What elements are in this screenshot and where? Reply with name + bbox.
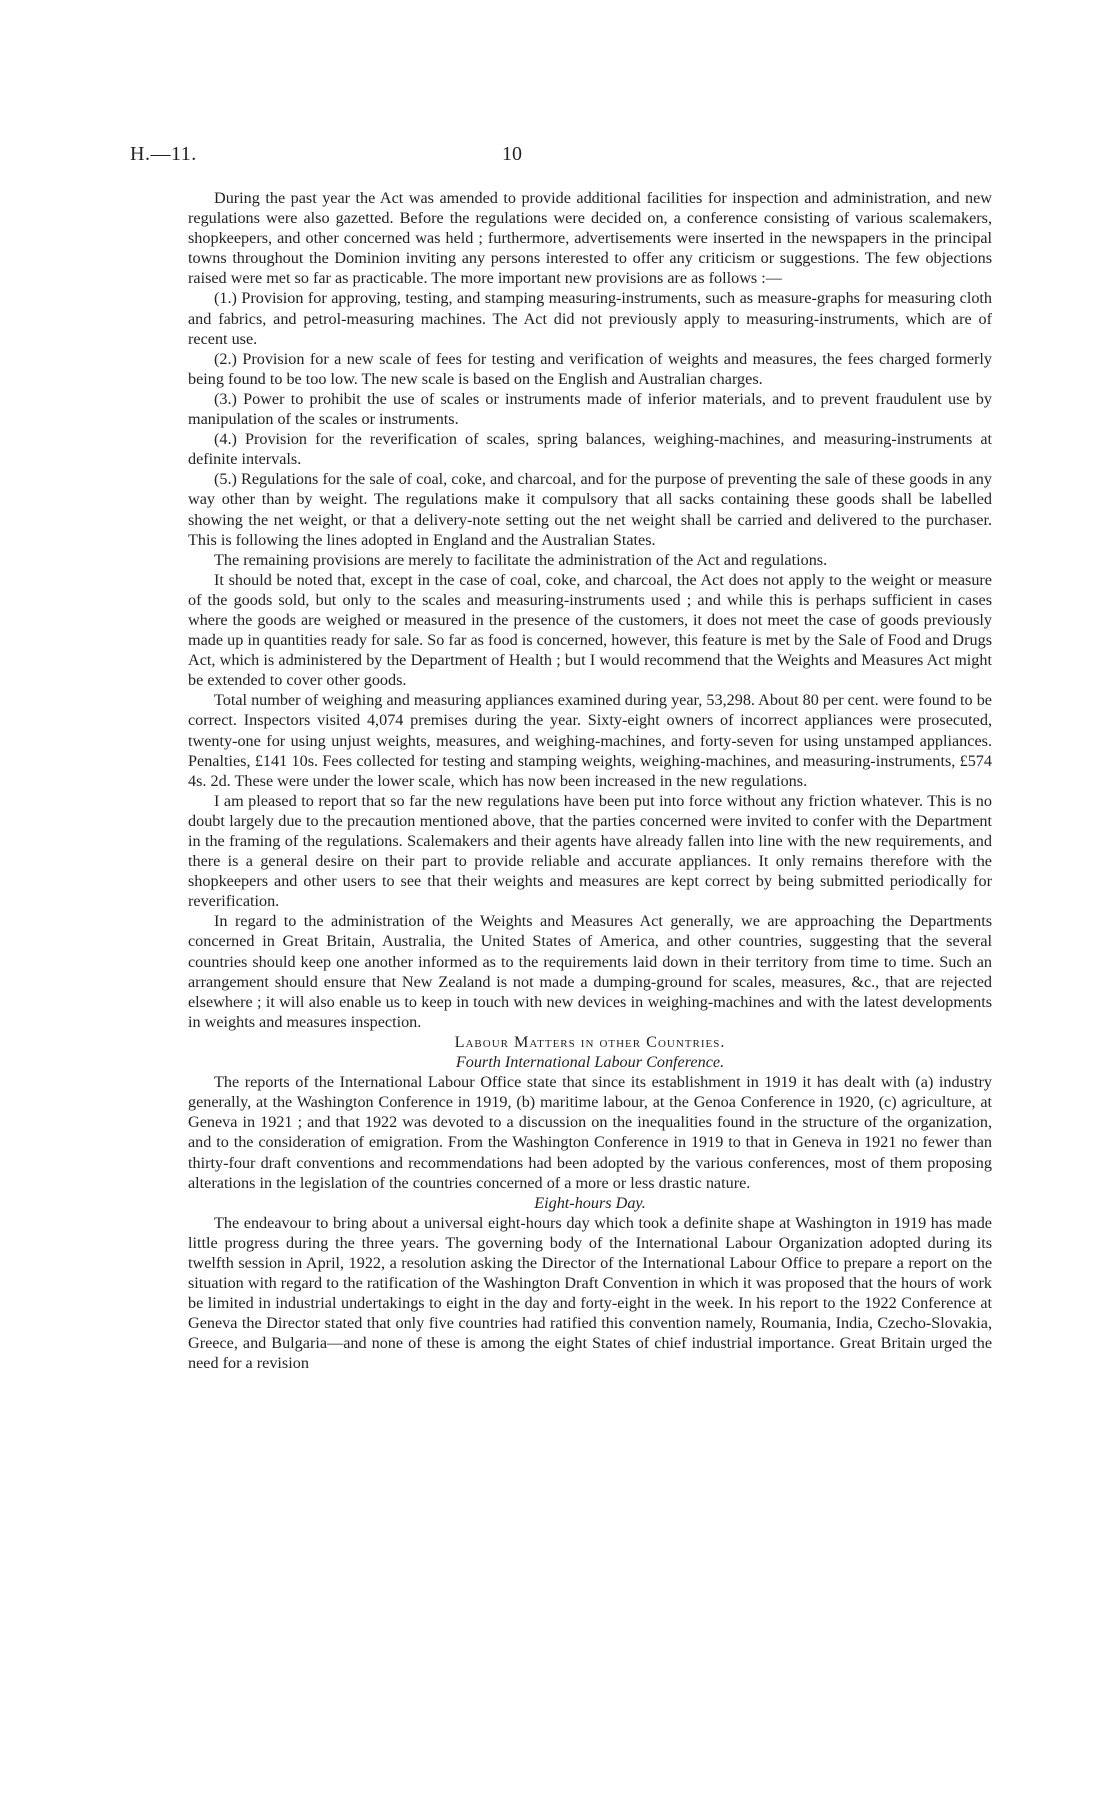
paragraph-provision-4: (4.) Provision for the reverification of scales, spring balances, weighing-machines, and measuring-instruments at definite intervals. [188, 430, 992, 469]
paragraph-provision-2: (2.) Provision for a new scale of fees for testing and verification of weights and measures, the fees charged formerly being found to be too low. The new scale is based on the English and Australian charges. [188, 349, 992, 388]
page-header [0, 143, 1114, 173]
paragraph-statistics: Total number of weighing and measuring appliances examined during year, 53,298. About 80 per cent. were found to be correct. Inspectors visited 4,074 premises during the year. Sixty-eight owners of incorrect appliances were prosecuted, twenty-one for using unjust weights, measures, and weighing-machines, and forty-seven for using unstamped appliances. Penalties, £141 10s. Fees collected for testing and stamping weights, weighing-machines, and measuring-instruments, £574 4s. 2d. These were under the lower scale, which has now been increased in the new regulations. [188, 691, 992, 790]
subheading-eight-hours: Eight-hours Day. [534, 1193, 646, 1212]
paragraph-provision-3: (3.) Power to prohibit the use of scales or instruments made of inferior materials, and to prevent fraudulent use by manipulation of the scales or instruments. [188, 389, 992, 429]
paragraph-provision-5: (5.) Regulations for the sale of coal, coke, and charcoal, and for the purpose of preventing the sale of these goods in any way other than by weight. The regulations make it compulsory that all sacks containing these goods shall be labelled showing the net weight, or that a delivery-note setting out the net weight shall be carried and delivered to the purchaser. This is following the lines adopted in England and the Australian States. [188, 470, 992, 549]
page-number: 10 [502, 143, 522, 165]
body-text [188, 188, 992, 1374]
paragraph-international-cooperation: In regard to the administration of the Weights and Measures Act generally, we are approaching the Departments concerned in Great Britain, Australia, the United States of America, and other countries, suggesting that the several countries should keep one another informed as to the requirements laid down in their territory from time to time. Such an arrangement should ensure that New Zealand is not made a dumping-ground for scales, measures, &c., that are rejected elsewhere ; it will also enable us to keep in touch with new devices in weighing-machines and with the latest developments in weights and measures inspection. [188, 912, 992, 1031]
paragraph-act-scope: It should be noted that, except in the case of coal, coke, and charcoal, the Act does not apply to the weight or measure of the goods sold, but only to the scales and measuring-instruments used ; and while this is perhaps sufficient in cases where the goods are weighed or measured in the presence of the customers, it does not meet the case of goods previously made up in quantities ready for sale. So far as food is concerned, however, this feature is met by the Sale of Food and Drugs Act, which is administered by the Department of Health ; but I would recommend that the Weights and Measures Act might be extended to cover other goods. [188, 570, 992, 690]
paragraph-amendment-intro: During the past year the Act was amended to provide additional facilities for inspection and administration, and new regulations were also gazetted. Before the regulations were decided on, a conference consisting of various scalemakers, shopkeepers, and other concerned was held ; furthermore, advertisements were inserted in the newspapers in the principal towns throughout the Dominion inviting any persons interested to offer any criticism or suggestions. The few objections raised were met so far as practicable. The more important new provisions are as follows :— [188, 189, 992, 288]
paragraph-regulations-report: I am pleased to report that so far the new regulations have been put into force without any friction whatever. This is no doubt largely due to the precaution mentioned above, that the parties concerned were invited to confer with the Department in the framing of the regulations. Scalemakers and their agents have already fallen into line with the new requirements, and there is a general desire on their part to provide reliable and accurate appliances. It only remains therefore with the shopkeepers and other users to see that their weights and measures are kept correct by being submitted periodically for reverification. [188, 791, 992, 911]
paragraph-remaining-provisions: The remaining provisions are merely to facilitate the administration of the Act and regulations. [214, 550, 828, 569]
document-reference: H.—11. [130, 143, 197, 165]
subheading-conference: Fourth International Labour Conference. [455, 1053, 725, 1072]
section-heading: Labour Matters in other Countries. [454, 1032, 726, 1051]
paragraph-eight-hours-day: The endeavour to bring about a universal eight-hours day which took a definite shape at Washington in 1919 has made little progress during the three years. The governing body of the International Labour Organization adopted during its twelfth session in April, 1922, a resolution asking the Director of the International Labour Office to prepare a report on the situation with regard to the ratification of the Washington Draft Convention in which it was proposed that the hours of work be limited in industrial undertakings to eight in the day and forty-eight in the week. In his report to the 1922 Conference at Geneva the Director stated that only five countries had ratified this convention namely, Roumania, India, Czecho-Slovakia, Greece, and Bulgaria—and none of these is among the eight States of chief industrial importance. Great Britain urged the need for a revision [188, 1213, 992, 1373]
paragraph-provision-1: (1.) Provision for approving, testing, and stamping measuring-instruments, such as measure-graphs for measuring cloth and fabrics, and petrol-measuring machines. The Act did not previously apply to measuring-instruments, which are of recent use. [188, 289, 992, 348]
paragraph-ilo-reports: The reports of the International Labour Office state that since its establishment in 1919 it has dealt with (a) industry generally, at the Washington Conference in 1919, (b) maritime labour, at the Genoa Conference in 1920, (c) agriculture, at Geneva in 1921 ; and that 1922 was devoted to a discussion on the inequalities found in the structure of the organization, and to the consideration of emigration. From the Washington Conference in 1919 to that in Geneva in 1921 no fewer than thirty-four draft conventions and recommendations had been adopted by the various conferences, most of them proposing alterations in the legislation of the countries concerned of a more or less drastic nature. [188, 1073, 992, 1192]
